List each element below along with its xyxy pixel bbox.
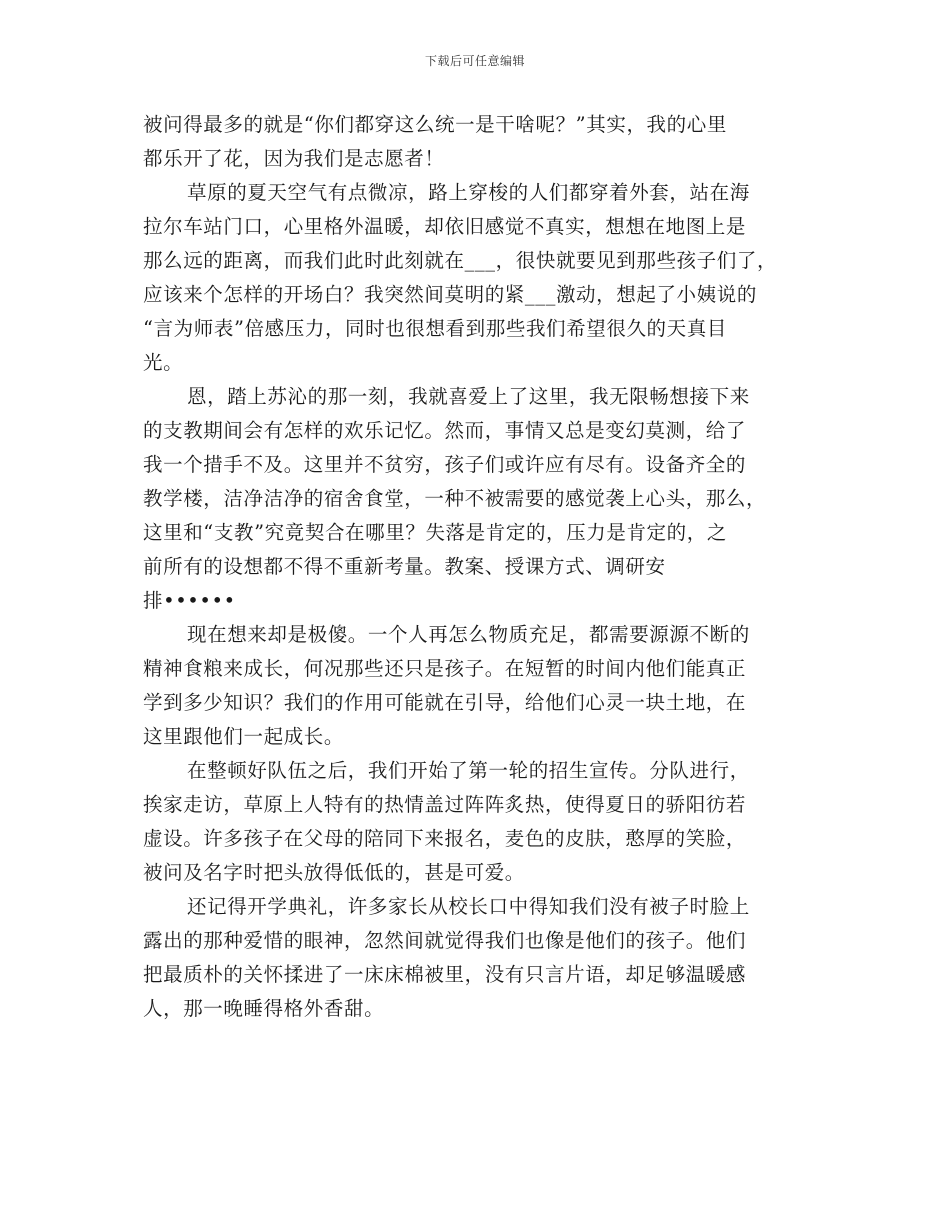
text-line: 的支教期间会有怎样的欢乐记忆。然而，事情又总是变幻莫测，给了 [143,419,747,442]
text-line: 被问得最多的就是“你们都穿这么统一是干啥呢？”其实，我的心里 [143,113,727,136]
paragraph-6 [143,890,807,1026]
text-line: 挨家走访，草原上人特有的热情盖过阵阵炙热，使得夏日的骄阳彷若 [143,793,747,816]
text-line: 露出的那种爱惜的眼神，忽然间就觉得我们也像是他们的孩子。他们 [143,929,747,952]
text-line: 恩，踏上苏沁的那一刻，我就喜爱上了这里，我无限畅想接下来 [187,385,750,408]
paragraph-4 [143,618,807,754]
text-line: 现在想来却是极傻。一个人再怎么物质充足，都需要源源不断的 [187,623,750,646]
text-line: 拉尔车站门口，心里格外温暖，却依旧感觉不真实，想想在地图上是 [143,215,747,238]
text-line: 这里跟他们一起成长。 [143,725,345,748]
page-header: 下载后可任意编辑 [424,54,525,68]
text-line: 人，那一晚睡得格外香甜。 [143,997,385,1020]
text-line: 把最质朴的关怀揉进了一床床棉被里，没有只言片语，却足够温暖感 [143,963,747,986]
text-line: 教学楼，洁净洁净的宿舍食堂，一种不被需要的感觉袭上心头，那么， [143,487,767,510]
paragraph-5 [143,754,807,890]
text-line: 虚设。许多孩子在父母的陪同下来报名，麦色的皮肤，憨厚的笑脸， [143,827,747,850]
text-line: 排•••••• [143,589,236,612]
text-line: 前所有的设想都不得不重新考量。教案、授课方式、调研安 [143,555,666,578]
text-line: 这里和“支教”究竟契合在哪里？失落是肯定的，压力是肯定的，之 [143,521,727,544]
text-line: 我一个措手不及。这里并不贫穷，孩子们或许应有尽有。设备齐全的 [143,453,747,476]
paragraph-3 [143,380,807,618]
text-line: 被问及名字时把头放得低低的，甚是可爱。 [143,861,525,884]
text-line: 那么远的距离，而我们此时此刻就在___，很快就要见到那些孩子们了， [143,249,778,272]
text-line: 都乐开了花，因为我们是志愿者！ [143,147,445,170]
text-line: 学到多少知识？我们的作用可能就在引导，给他们心灵一块土地，在 [143,691,747,714]
text-line: 还记得开学典礼，许多家长从校长口中得知我们没有被子时脸上 [187,895,750,918]
text-line: “言为师表”倍感压力，同时也很想看到那些我们希望很久的天真目 [143,317,727,340]
text-line: 光。 [143,351,184,374]
text-line: 应该来个怎样的开场白？我突然间莫明的紧___激动，想起了小姨说的 [143,283,757,306]
paragraph-1 [143,108,807,176]
text-line: 草原的夏天空气有点微凉，路上穿梭的人们都穿着外套，站在海 [187,181,750,204]
text-line: 精神食粮来成长，何况那些还只是孩子。在短暂的时间内他们能真正 [143,657,747,680]
document-body [143,108,807,1026]
text-line: 在整顿好队伍之后，我们开始了第一轮的招生宣传。分队进行， [187,759,750,782]
paragraph-2 [143,176,807,380]
